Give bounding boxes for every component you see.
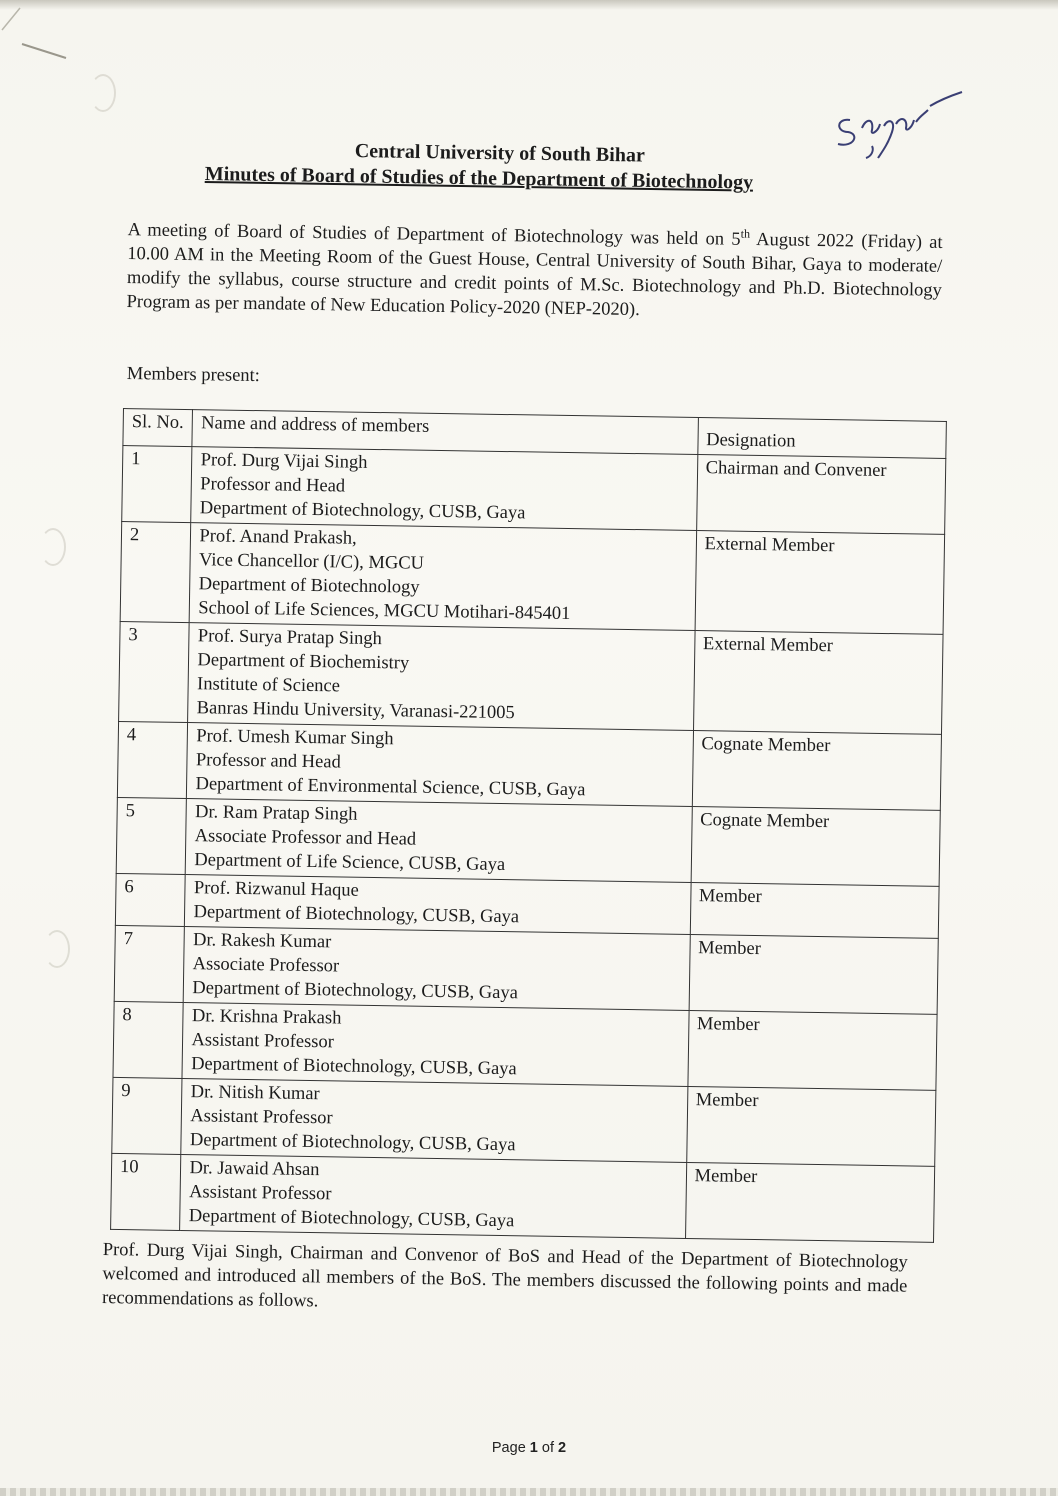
row-sl-no: 3 bbox=[119, 621, 190, 722]
row-designation: Cognate Member bbox=[691, 806, 941, 886]
university-title: Central University of South Bihar bbox=[354, 140, 645, 167]
member-address-line: Associate Professor bbox=[192, 954, 340, 977]
member-address-line: Department of Biotechnology, CUSB, Gaya bbox=[192, 978, 519, 1004]
members-table-body bbox=[111, 446, 946, 1243]
scan-bottom-edge bbox=[0, 1488, 1058, 1496]
closing-paragraph: Prof. Durg Vijai Singh, Chairman and Convenor of BoS and Head of the Department of Biotechnology welcomed and introduced all members of the BoS. The members discussed the following points and made recommendations as follows. bbox=[101, 1239, 908, 1312]
row-sl-no: 9 bbox=[112, 1077, 183, 1154]
member-address-line: Institute of Science bbox=[196, 674, 341, 697]
intro-text-end: August 2022 (Friday) at 10.00 AM in the Meeting Room of the Guest House, Central University of South Bihar, Gaya to moderate/ modify the syllabus, course structure and credit points of M.Sc. Biotechnology and Ph.D. Biotechnology Program as per mandate of New Education Policy-2020 (NEP-2020). bbox=[126, 229, 943, 321]
row-name-address bbox=[187, 723, 693, 807]
footer-total-pages: 2 bbox=[558, 1440, 567, 1456]
member-name: Prof. Umesh Kumar Singh bbox=[196, 726, 394, 750]
minutes-title: Minutes of Board of Studies of the Department of Biotechnology bbox=[204, 163, 754, 194]
table-row bbox=[111, 1153, 935, 1242]
row-sl-no: 10 bbox=[111, 1153, 182, 1230]
row-name-address bbox=[182, 1003, 688, 1087]
row-name-address bbox=[190, 523, 697, 631]
footer-current-page: 1 bbox=[529, 1440, 538, 1456]
scan-top-edge bbox=[0, 0, 1058, 10]
member-name: Dr. Rakesh Kumar bbox=[192, 930, 332, 953]
member-name: Dr. Jawaid Ahsan bbox=[189, 1158, 320, 1181]
footer-of-word: of bbox=[541, 1440, 554, 1456]
page-footer bbox=[0, 1440, 1058, 1456]
table-row bbox=[114, 925, 938, 1014]
row-sl-no: 6 bbox=[115, 873, 185, 926]
intro-date-suffix: th bbox=[740, 226, 751, 241]
table-row bbox=[122, 446, 946, 535]
row-name-address bbox=[186, 799, 692, 883]
row-designation: Member bbox=[690, 882, 939, 938]
punch-hole-mark bbox=[90, 74, 116, 112]
handwritten-signature bbox=[826, 88, 966, 160]
member-address-line: Professor and Head bbox=[195, 750, 341, 773]
member-name: Prof. Anand Prakash, bbox=[199, 526, 357, 549]
row-designation: Chairman and Convener bbox=[696, 455, 946, 535]
member-address-line: Assistant Professor bbox=[190, 1106, 333, 1129]
row-name-address bbox=[184, 927, 690, 1011]
row-designation: Member bbox=[688, 1010, 938, 1090]
row-sl-no: 1 bbox=[122, 446, 193, 523]
member-address-line: Department of Biotechnology, CUSB, Gaya bbox=[193, 902, 520, 928]
member-address-line: Department of Life Science, CUSB, Gaya bbox=[194, 850, 506, 876]
member-address-line: Department of Biotechnology, CUSB, Gaya bbox=[189, 1130, 516, 1156]
row-designation: External Member bbox=[695, 531, 945, 635]
row-name-address bbox=[188, 623, 695, 731]
table-row bbox=[119, 621, 943, 734]
member-address-line: Professor and Head bbox=[200, 474, 346, 497]
row-sl-no: 5 bbox=[116, 797, 187, 874]
row-sl-no: 4 bbox=[117, 721, 188, 798]
members-present-label: Members present: bbox=[126, 364, 261, 387]
member-address-line: Banras Hindu University, Varanasi-221005 bbox=[196, 698, 515, 724]
member-address-line: Assistant Professor bbox=[188, 1182, 332, 1205]
table-row bbox=[117, 721, 941, 810]
footer-page-word: Page bbox=[491, 1440, 526, 1456]
table-row bbox=[112, 1077, 936, 1166]
member-address-line: Department of Biotechnology, CUSB, Gaya bbox=[188, 1206, 515, 1232]
member-name: Prof. Surya Pratap Singh bbox=[197, 626, 382, 650]
member-address-line: Department of Biotechnology, CUSB, Gaya bbox=[199, 498, 526, 524]
row-name-address bbox=[191, 447, 697, 531]
row-name-address bbox=[180, 1155, 686, 1239]
table-row bbox=[120, 521, 944, 634]
row-designation: Cognate Member bbox=[692, 730, 942, 810]
row-sl-no: 8 bbox=[113, 1001, 184, 1078]
table-row bbox=[116, 797, 940, 886]
intro-text-start: A meeting of Board of Studies of Department of Biotechnology was held on 5 bbox=[127, 220, 741, 250]
member-address-line: Vice Chancellor (I/C), MGCU bbox=[198, 550, 425, 574]
member-address-line: Associate Professor and Head bbox=[194, 826, 417, 850]
member-address-line: Department of Biotechnology bbox=[198, 574, 420, 598]
row-name-address bbox=[181, 1079, 687, 1163]
intro-paragraph bbox=[126, 212, 943, 327]
header-designation: Designation bbox=[697, 418, 946, 459]
row-designation: Member bbox=[686, 1086, 936, 1166]
punch-hole-mark bbox=[40, 528, 66, 566]
member-address-line: Assistant Professor bbox=[191, 1030, 335, 1053]
member-name: Dr. Ram Pratap Singh bbox=[194, 802, 358, 825]
header-sl-no: Sl. No. bbox=[123, 409, 193, 447]
table-row bbox=[113, 1001, 937, 1090]
member-address-line: School of Life Sciences, MGCU Motihari-845401 bbox=[198, 598, 571, 625]
row-name-address bbox=[185, 875, 691, 935]
member-address-line: Department of Biochemistry bbox=[197, 650, 410, 674]
punch-hole-mark bbox=[44, 930, 70, 968]
member-address-line: Department of Biotechnology, CUSB, Gaya bbox=[190, 1054, 517, 1080]
scan-ink-marks bbox=[0, 0, 90, 70]
row-sl-no: 2 bbox=[120, 521, 191, 622]
row-designation: External Member bbox=[693, 631, 943, 735]
member-name: Prof. Durg Vijai Singh bbox=[200, 450, 368, 473]
row-designation: Member bbox=[689, 934, 939, 1014]
row-designation: Member bbox=[685, 1162, 935, 1242]
member-name: Dr. Krishna Prakash bbox=[191, 1006, 342, 1029]
header-name-address: Name and address of members bbox=[192, 410, 698, 455]
member-name: Prof. Rizwanul Haque bbox=[193, 878, 359, 901]
member-address-line: Department of Environmental Science, CUSB, Gaya bbox=[195, 774, 586, 801]
row-sl-no: 7 bbox=[114, 925, 185, 1002]
member-name: Dr. Nitish Kumar bbox=[190, 1082, 320, 1105]
members-table bbox=[110, 408, 947, 1243]
